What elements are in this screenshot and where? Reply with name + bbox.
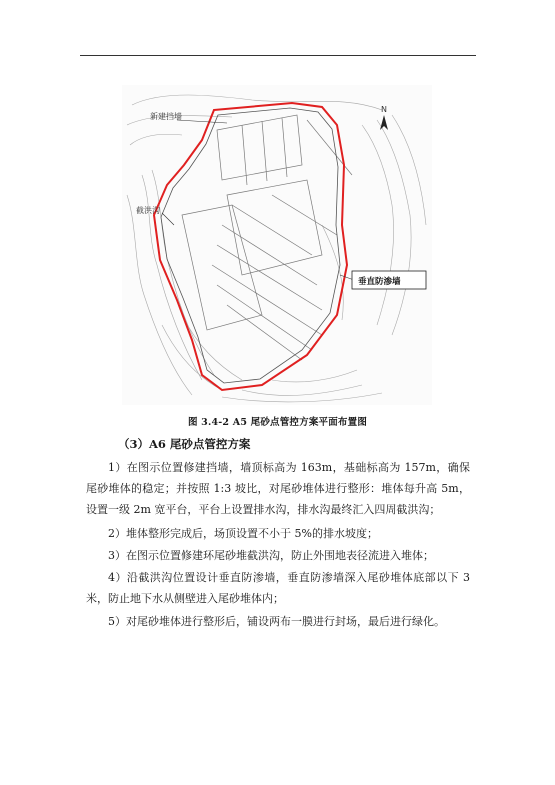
list-item: 2）堆体整形完成后，场顶设置不小于 5%的排水坡度； [108,527,378,540]
retaining-wall-label: 新建挡墙 [150,112,182,121]
site-plan-figure [122,85,432,405]
svg-text:N: N [381,105,387,114]
header-rule [80,55,476,56]
list-item: 3）在图示位置修建环尾砂堆截洪沟，防止外围地表径流进入堆体； [108,549,434,562]
section-heading: （3）A6 尾砂点管控方案 [118,437,251,451]
list-item: 1）在图示位置修建挡墙，墙顶标高为 163m，基础标高为 157m，确保尾砂堆体的稳定；并按照 1:3 坡比，对尾砂堆体进行整形：堆体每升高 5m，设置一级 2m 宽平台，平台上设置排水沟，排水沟最终汇入四周截洪沟； [86,461,470,516]
intercept-ditch-label: 截洪沟 [136,206,160,215]
cutoff-wall-label: 垂直防渗墙 [358,277,401,287]
list-item: 4）沿截洪沟位置设计垂直防渗墙，垂直防渗墙深入尾砂堆体底部以下 3 米，防止地下水从侧壁进入尾砂堆体内； [86,571,470,605]
site-plan-map [122,85,432,405]
list-item: 5）对尾砂堆体进行整形后，铺设两布一膜进行封场，最后进行绿化。 [108,615,445,628]
figure-caption: 图 3.4-2 A5 尾砂点管控方案平面布置图 [187,417,368,428]
